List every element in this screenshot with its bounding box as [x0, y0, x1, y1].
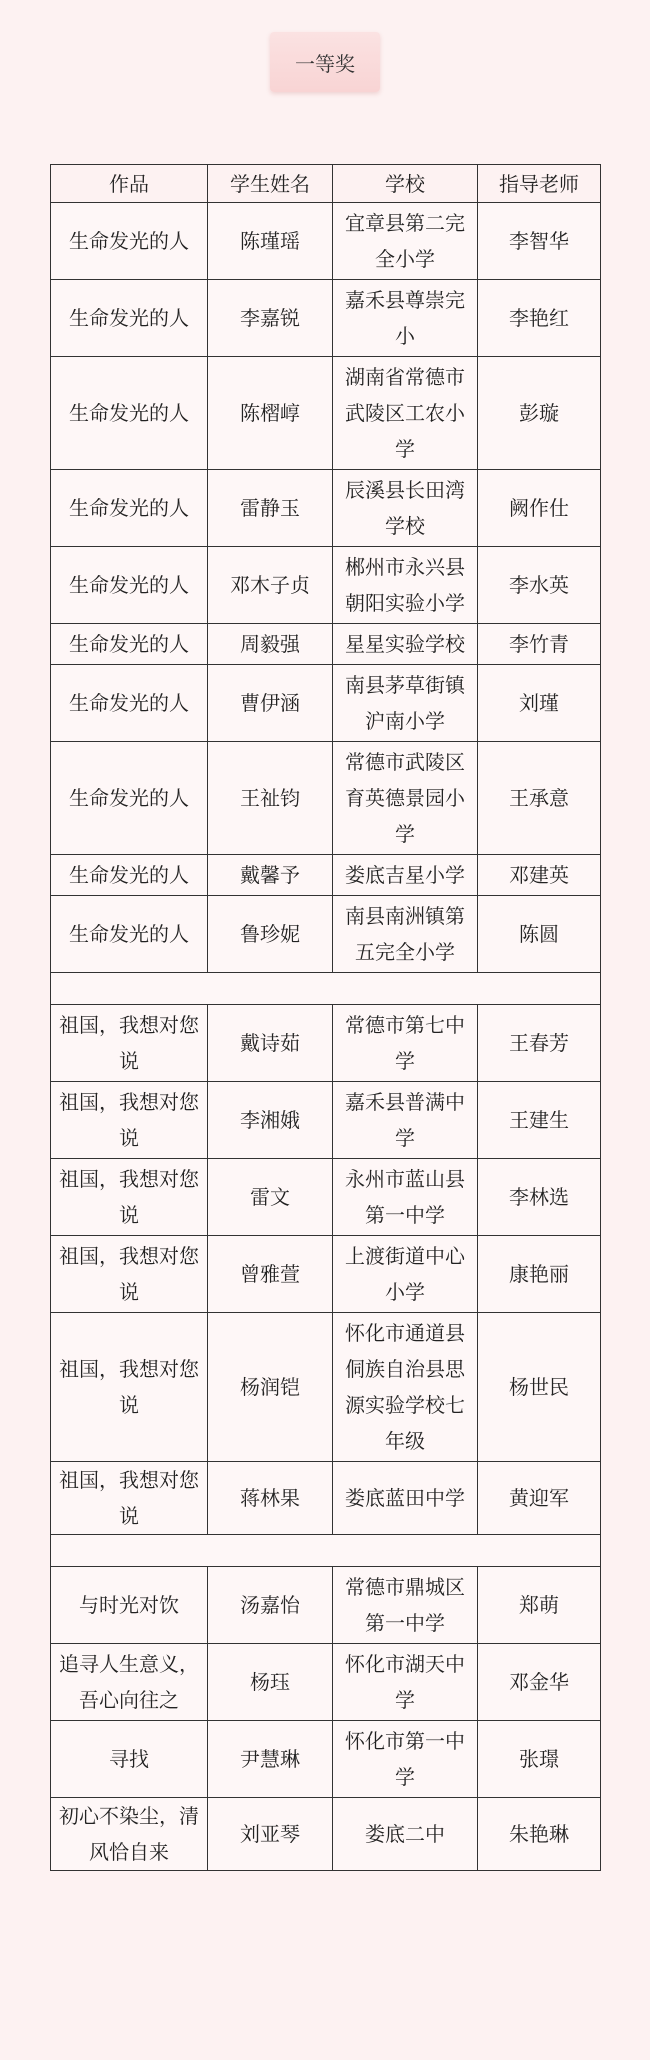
table-row	[51, 1644, 601, 1721]
work-cell: 生命发光的人	[51, 665, 208, 742]
student-name-cell: 戴馨予	[208, 855, 333, 896]
school-cell: 怀化市通道县侗族自治县思源实验学校七年级	[333, 1313, 478, 1462]
student-name-cell: 杨珏	[208, 1644, 333, 1721]
table-row	[51, 1159, 601, 1236]
section-separator-row	[51, 1535, 601, 1567]
award-winners-table	[50, 164, 601, 1871]
table-row	[51, 896, 601, 973]
work-cell: 与时光对饮	[51, 1567, 208, 1644]
table-row	[51, 1082, 601, 1159]
teacher-cell: 邓金华	[478, 1644, 601, 1721]
teacher-cell: 李艳红	[478, 280, 601, 357]
work-cell: 生命发光的人	[51, 470, 208, 547]
student-name-cell: 雷静玉	[208, 470, 333, 547]
header-work: 作品	[51, 165, 208, 203]
table-row	[51, 1005, 601, 1082]
student-name-cell: 邓木子贞	[208, 547, 333, 624]
table-row	[51, 203, 601, 280]
separator-cell	[51, 1535, 601, 1567]
table-row	[51, 742, 601, 855]
student-name-cell: 李嘉锐	[208, 280, 333, 357]
school-cell: 星星实验学校	[333, 624, 478, 665]
table-row	[51, 1236, 601, 1313]
table-row	[51, 624, 601, 665]
separator-cell	[51, 973, 601, 1005]
teacher-cell: 郑萌	[478, 1567, 601, 1644]
table-row	[51, 1721, 601, 1798]
student-name-cell: 汤嘉怡	[208, 1567, 333, 1644]
school-cell: 娄底二中	[333, 1798, 478, 1871]
work-cell: 祖国，我想对您说	[51, 1159, 208, 1236]
teacher-cell: 杨世民	[478, 1313, 601, 1462]
work-cell: 祖国，我想对您说	[51, 1462, 208, 1535]
student-name-cell: 戴诗茹	[208, 1005, 333, 1082]
work-cell: 追寻人生意义，吾心向往之	[51, 1644, 208, 1721]
school-cell: 常德市第七中学	[333, 1005, 478, 1082]
school-cell: 娄底蓝田中学	[333, 1462, 478, 1535]
header-teacher: 指导老师	[478, 165, 601, 203]
teacher-cell: 陈圆	[478, 896, 601, 973]
student-name-cell: 李湘娥	[208, 1082, 333, 1159]
table-row	[51, 470, 601, 547]
work-cell: 祖国，我想对您说	[51, 1313, 208, 1462]
school-cell: 上渡街道中心小学	[333, 1236, 478, 1313]
table-row	[51, 1313, 601, 1462]
table-body	[51, 203, 601, 1871]
table-row	[51, 1462, 601, 1535]
table-header	[51, 165, 601, 203]
school-cell: 南县南洲镇第五完全小学	[333, 896, 478, 973]
work-cell: 生命发光的人	[51, 203, 208, 280]
student-name-cell: 蒋林果	[208, 1462, 333, 1535]
school-cell: 娄底吉星小学	[333, 855, 478, 896]
table-row	[51, 855, 601, 896]
school-cell: 永州市蓝山县第一中学	[333, 1159, 478, 1236]
student-name-cell: 曾雅萱	[208, 1236, 333, 1313]
teacher-cell: 朱艳琳	[478, 1798, 601, 1871]
student-name-cell: 尹慧琳	[208, 1721, 333, 1798]
work-cell: 祖国，我想对您说	[51, 1236, 208, 1313]
student-name-cell: 刘亚琴	[208, 1798, 333, 1871]
teacher-cell: 康艳丽	[478, 1236, 601, 1313]
school-cell: 常德市武陵区育英德景园小学	[333, 742, 478, 855]
teacher-cell: 李竹青	[478, 624, 601, 665]
table-row	[51, 357, 601, 470]
award-level-title: 一等奖	[295, 51, 355, 76]
work-cell: 生命发光的人	[51, 280, 208, 357]
student-name-cell: 陈瑾瑶	[208, 203, 333, 280]
school-cell: 宜章县第二完全小学	[333, 203, 478, 280]
student-name-cell: 周毅强	[208, 624, 333, 665]
school-cell: 嘉禾县普满中学	[333, 1082, 478, 1159]
teacher-cell: 刘瑾	[478, 665, 601, 742]
school-cell: 常德市鼎城区第一中学	[333, 1567, 478, 1644]
teacher-cell: 李智华	[478, 203, 601, 280]
work-cell: 祖国，我想对您说	[51, 1005, 208, 1082]
teacher-cell: 阙作仕	[478, 470, 601, 547]
teacher-cell: 邓建英	[478, 855, 601, 896]
header-student-name: 学生姓名	[208, 165, 333, 203]
teacher-cell: 张璟	[478, 1721, 601, 1798]
teacher-cell: 李水英	[478, 547, 601, 624]
teacher-cell: 王春芳	[478, 1005, 601, 1082]
work-cell: 生命发光的人	[51, 624, 208, 665]
school-cell: 嘉禾县尊崇完小	[333, 280, 478, 357]
school-cell: 辰溪县长田湾学校	[333, 470, 478, 547]
table-row	[51, 665, 601, 742]
teacher-cell: 彭璇	[478, 357, 601, 470]
student-name-cell: 杨润铠	[208, 1313, 333, 1462]
work-cell: 初心不染尘，清风恰自来	[51, 1798, 208, 1871]
school-cell: 南县茅草街镇沪南小学	[333, 665, 478, 742]
student-name-cell: 曹伊涵	[208, 665, 333, 742]
school-cell: 怀化市第一中学	[333, 1721, 478, 1798]
work-cell: 寻找	[51, 1721, 208, 1798]
student-name-cell: 王祉钧	[208, 742, 333, 855]
table-row	[51, 547, 601, 624]
student-name-cell: 鲁珍妮	[208, 896, 333, 973]
table-row	[51, 1567, 601, 1644]
teacher-cell: 王承意	[478, 742, 601, 855]
table-row	[51, 1798, 601, 1871]
table-row	[51, 280, 601, 357]
work-cell: 生命发光的人	[51, 742, 208, 855]
teacher-cell: 李林选	[478, 1159, 601, 1236]
student-name-cell: 陈槢崞	[208, 357, 333, 470]
section-separator-row	[51, 973, 601, 1005]
school-cell: 怀化市湖天中学	[333, 1644, 478, 1721]
work-cell: 生命发光的人	[51, 547, 208, 624]
award-level-banner	[270, 32, 380, 92]
work-cell: 生命发光的人	[51, 896, 208, 973]
student-name-cell: 雷文	[208, 1159, 333, 1236]
work-cell: 祖国，我想对您说	[51, 1082, 208, 1159]
header-school: 学校	[333, 165, 478, 203]
teacher-cell: 王建生	[478, 1082, 601, 1159]
work-cell: 生命发光的人	[51, 357, 208, 470]
teacher-cell: 黄迎军	[478, 1462, 601, 1535]
school-cell: 湖南省常德市武陵区工农小学	[333, 357, 478, 470]
school-cell: 郴州市永兴县朝阳实验小学	[333, 547, 478, 624]
work-cell: 生命发光的人	[51, 855, 208, 896]
